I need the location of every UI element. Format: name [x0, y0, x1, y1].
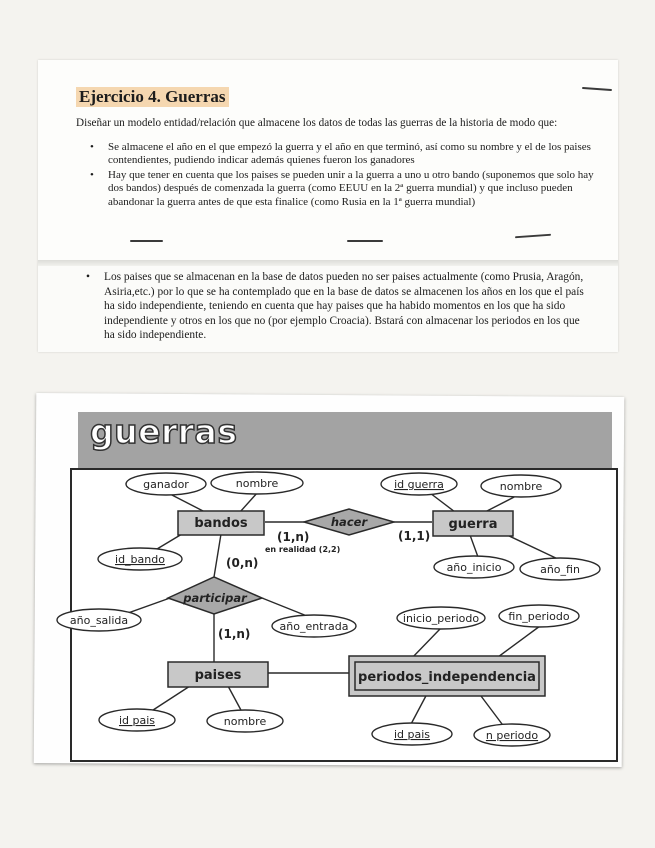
attribute-label: año_inicio: [446, 561, 502, 574]
entity-label: paises: [194, 668, 242, 683]
cardinality-label: (1,n): [277, 530, 310, 544]
attribute-label: id guerra: [394, 478, 444, 491]
exercise-intro: Diseñar un modelo entidad/relación que almacene los datos de todas las guerras de la historia de modo que:: [76, 117, 558, 129]
attribute-label: año_salida: [69, 614, 129, 627]
attribute-label: año_entrada: [279, 620, 349, 633]
attribute-label: inicio_periodo: [402, 612, 480, 625]
attribute-label: n periodo: [485, 729, 539, 742]
diagram-title: guerras: [90, 412, 238, 451]
entity-label: periodos_independencia: [358, 670, 536, 685]
requirement-item: • Los paises que se almacenan en la base de datos pueden no ser paises actualmente (como Prusia, Aragón, Asiria,etc.) por lo que se ha contemplado que en la base de datos se almacenen los años en los que el país ha sido independiente, teniendo en cuenta que hay paises que ha habido momentos en los que ha sido independiente y otros en los que no (por ejemplo Croacia). Bstará con almacenar los periodos en los que ha sido independiente.: [86, 270, 591, 343]
attribute-label: id pais: [393, 728, 431, 741]
entity-label: guerra: [448, 517, 498, 532]
attribute-label: id_bando: [115, 553, 165, 566]
attribute-label: id pais: [118, 714, 156, 727]
relationship-label: participar: [183, 591, 247, 605]
attribute-label: año_fin: [540, 563, 580, 576]
attribute-label: fin_periodo: [508, 610, 570, 623]
requirement-item: • Hay que tener en cuenta que los paises se pueden unir a la guerra a uno u otro bando (suponemos que solo hay dos bandos) después de comenzada la guerra (como EEUU en la 2ª guerra mundial) y que incluso pueden abandonar la guerra antes de que esta finalice (como Rusia en la 1ª guerra mundial): [90, 169, 600, 209]
attribute-label: nombre: [499, 480, 543, 493]
cardinality-label: (1,n): [218, 627, 251, 641]
attribute-label: nombre: [235, 477, 279, 490]
cardinality-label: (1,1): [398, 529, 431, 543]
requirement-item: • Se almacene el año en el que empezó la guerra y el año en que terminó, así como su nombre y el de los paises contendientes, pudiendo indicar además quienes fueron los ganadores: [90, 141, 600, 168]
cardinality-label: (0,n): [226, 556, 259, 570]
exercise-title: Ejercicio 4. Guerras: [76, 87, 229, 107]
attribute-label: nombre: [223, 715, 267, 728]
relationship-label: hacer: [330, 515, 368, 529]
attribute-label: ganador: [143, 478, 189, 491]
cardinality-note: en realidad (2,2): [265, 545, 341, 554]
entity-label: bandos: [194, 516, 248, 531]
